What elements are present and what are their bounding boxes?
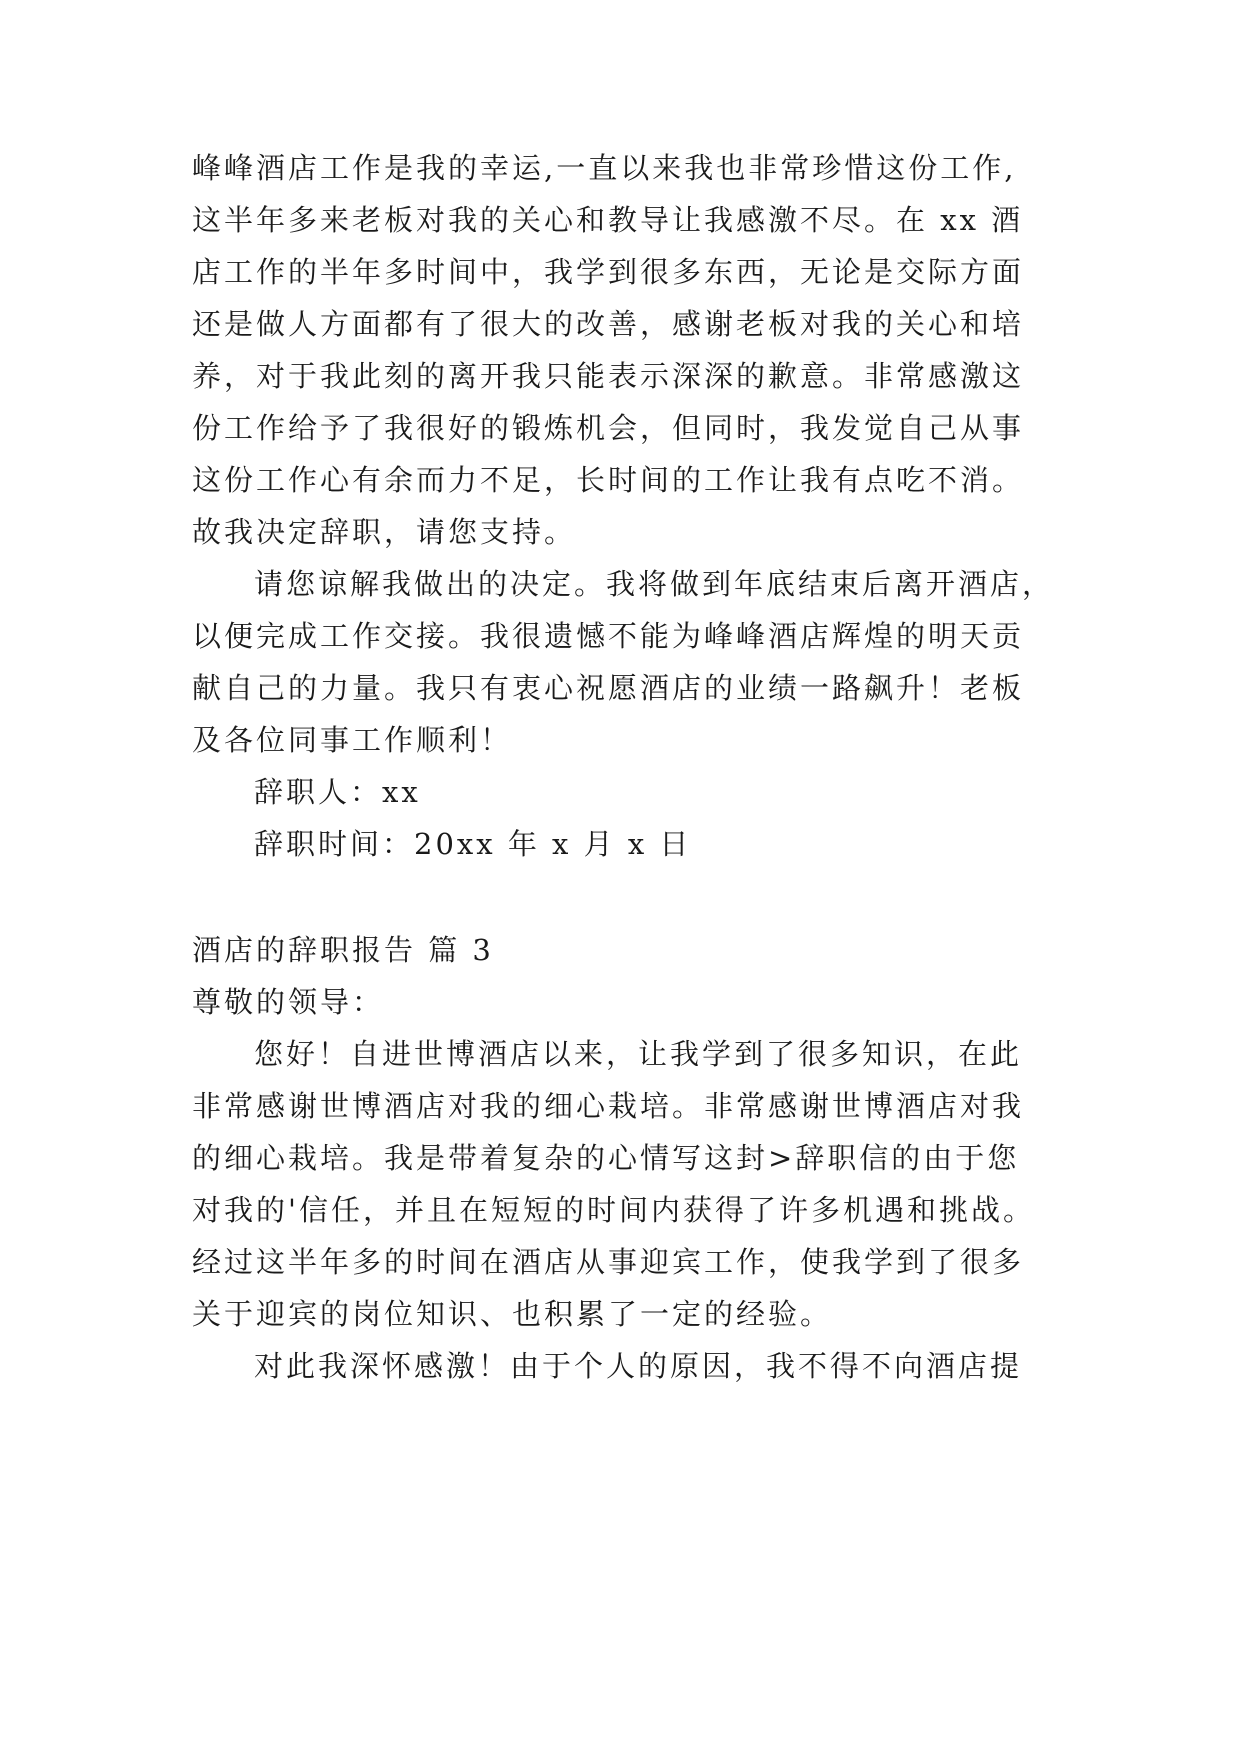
body-text-line: 还是做人方面都有了很大的改善，感谢老板对我的关心和培 bbox=[192, 307, 1025, 341]
salutation: 尊敬的领导： bbox=[192, 985, 385, 1019]
body-text-line: 您好！自进世博酒店以来，让我学到了很多知识，在此 bbox=[254, 1037, 1023, 1071]
body-text-line: 的细心栽培。我是带着复杂的心情写这封>辞职信的由于您 bbox=[192, 1141, 1020, 1175]
body-text-line: 份工作给予了我很好的锻炼机会，但同时，我发觉自己从事 bbox=[192, 411, 1025, 445]
body-text-line: 这半年多来老板对我的关心和教导让我感激不尽。在 xx 酒 bbox=[192, 203, 1024, 237]
body-text-line: 非常感谢世博酒店对我的细心栽培。非常感谢世博酒店对我 bbox=[192, 1089, 1025, 1123]
body-text-line: 以便完成工作交接。我很遗憾不能为峰峰酒店辉煌的明天贡 bbox=[192, 619, 1025, 653]
body-text-line: 故我决定辞职，请您支持。 bbox=[192, 515, 577, 549]
body-text-line: 请您谅解我做出的决定。我将做到年底结束后离开酒店， bbox=[254, 567, 1055, 601]
body-text-line: 店工作的半年多时间中，我学到很多东西，无论是交际方面 bbox=[192, 255, 1025, 289]
resignation-date: 辞职时间：20xx 年 x 月 x 日 bbox=[254, 827, 692, 861]
body-text-line: 献自己的力量。我只有衷心祝愿酒店的业绩一路飙升！老板 bbox=[192, 671, 1025, 705]
body-text-line: 养，对于我此刻的离开我只能表示深深的歉意。非常感激这 bbox=[192, 359, 1025, 393]
body-text-line: 峰峰酒店工作是我的幸运,一直以来我也非常珍惜这份工作, bbox=[192, 151, 1017, 185]
body-text-line: 经过这半年多的时间在酒店从事迎宾工作，使我学到了很多 bbox=[192, 1245, 1025, 1279]
resigner-name: 辞职人：xx bbox=[254, 775, 421, 809]
body-text-line: 关于迎宾的岗位知识、也积累了一定的经验。 bbox=[192, 1297, 833, 1331]
body-text-line: 及各位同事工作顺利！ bbox=[192, 723, 513, 757]
body-text-line: 对此我深怀感激！由于个人的原因，我不得不向酒店提 bbox=[254, 1349, 1023, 1383]
body-text-line: 这份工作心有余而力不足，长时间的工作让我有点吃不消。 bbox=[192, 463, 1025, 497]
body-text-line: 对我的'信任，并且在短短的时间内获得了许多机遇和挑战。 bbox=[192, 1193, 1035, 1227]
section-title: 酒店的辞职报告 篇 3 bbox=[192, 933, 494, 967]
